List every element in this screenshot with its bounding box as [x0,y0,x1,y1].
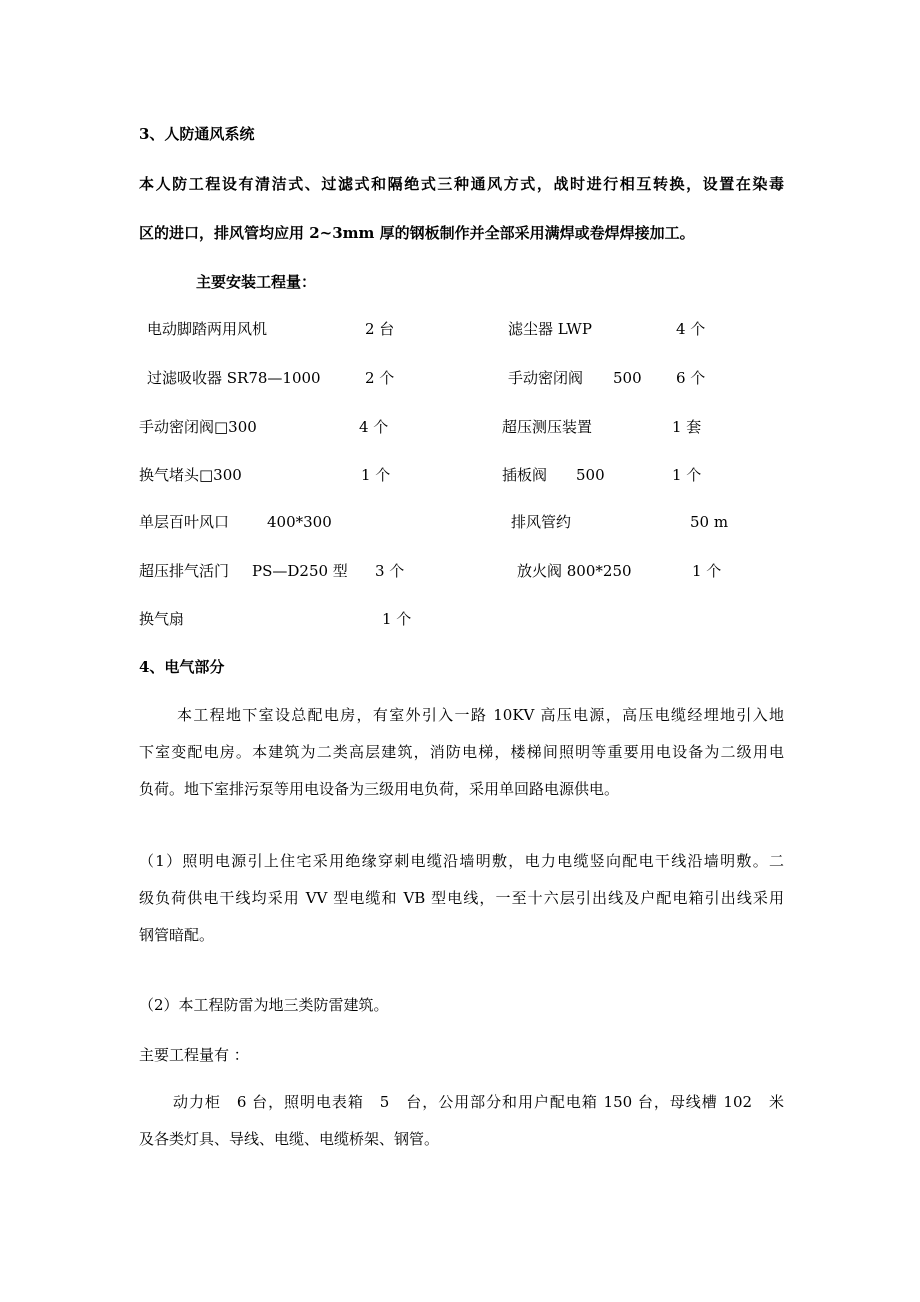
section-4-title: 4、电气部分 [139,658,225,676]
list-item-spec: 500 [576,466,605,484]
section-4-qty-heading: 主要工程量有 ： [139,1046,249,1064]
list-item-name: 手动密闭阀 [508,369,584,387]
list-item-name: 超压测压装置 [502,418,593,436]
list-item-name: 排风管约 [511,513,572,531]
section-4-paragraph-2 [139,849,784,947]
list-item-spec: 400*300 [267,513,332,531]
list-item-qty: 1 个 [361,466,391,484]
list-item-spec: 500 [613,369,642,387]
list-item-name: 放火阀 800*250 [517,562,632,580]
list-item-name: 过滤吸收器 SR78—1000 [147,369,321,387]
list-item-name: 换气扇 [139,610,185,628]
list-item-spec: PS—D250 型 [252,562,348,580]
list-item-qty: 50 m [690,513,729,531]
section-3-intro-line-2: 区的进口，排风管均应用 2~3mm 厚的钢板制作并全部采用满焊或卷焊焊接加工。 [139,224,695,242]
section-3-qty-heading: 主要安装工程量： [196,273,317,291]
paragraph-line: 本工程地下室设总配电房，有室外引入一路 10KV 高压电源，高压电缆经埋地引入地 [177,706,784,724]
paragraph-line: 负荷。地下室排污泵等用电设备为三级用电负荷，采用单回路电源供电。 [139,780,620,798]
section-4-paragraph-3: （2）本工程防雷为地三类防雷建筑。 [139,996,389,1014]
paragraph-line: 动力柜 6 台，照明电表箱 5 台，公用部分和用户配电箱 150 台，母线槽 102 米 [173,1093,784,1111]
list-item-qty: 2 个 [365,369,395,387]
list-item-qty: 1 个 [672,466,702,484]
paragraph-line: 下室变配电房。本建筑为二类高层建筑，消防电梯，楼梯间照明等重要用电设备为二级用电 [139,743,784,761]
list-item-qty: 3 个 [375,562,405,580]
list-item-name: 插板阀 [502,466,548,484]
paragraph-line: （1）照明电源引上住宅采用绝缘穿刺电缆沿墙明敷，电力电缆竖向配电干线沿墙明敷。二 [139,852,784,870]
list-item-qty: 1 个 [692,562,722,580]
list-item-name: 手动密闭阀□300 [139,418,257,436]
list-item-qty: 4 个 [676,320,706,338]
list-item-qty: 1 个 [382,610,412,628]
section-4-paragraph-1 [139,703,784,801]
section-4-paragraph-4 [139,1090,784,1151]
list-item-name: 电动脚踏两用风机 [147,320,268,338]
section-3-title: 3、人防通风系统 [139,125,255,143]
list-item-name: 换气堵头□300 [139,466,242,484]
paragraph-line: 级负荷供电干线均采用 VV 型电缆和 VB 型电线，一至十六层引出线及户配电箱引出线采用 [139,889,784,907]
list-item-name: 滤尘器 LWP [508,320,592,338]
paragraph-line: 及各类灯具、导线、电缆、电缆桥架、钢管。 [139,1130,440,1148]
list-item-qty: 2 台 [365,320,395,338]
list-item-qty: 4 个 [359,418,389,436]
list-item-name: 单层百叶风口 [139,513,230,531]
section-3-intro-line-1: 本人防工程设有清洁式、过滤式和隔绝式三种通风方式，战时进行相互转换，设置在染毒 [139,175,784,193]
paragraph-line: 钢管暗配。 [139,926,215,944]
list-item-qty: 6 个 [676,369,706,387]
list-item-name: 超压排气活门 [139,562,230,580]
list-item-qty: 1 套 [672,418,702,436]
